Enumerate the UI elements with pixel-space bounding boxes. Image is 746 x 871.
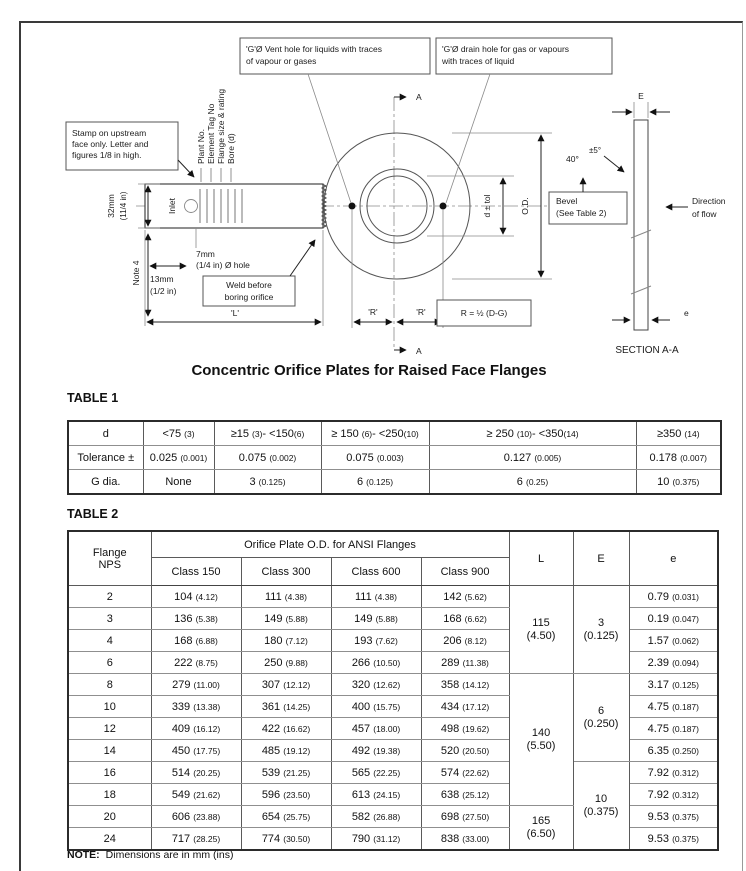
nps-cell: 12 — [68, 718, 151, 740]
dim-d-tol-label: d ± tol — [482, 194, 492, 218]
od-cell: 539 (21.25) — [241, 762, 331, 784]
note-line — [67, 849, 233, 861]
table1-cell: 0.025 (0.001) — [143, 446, 214, 470]
radius-formula-label: R = ½ (D-G) — [460, 308, 508, 318]
stamp-callout-line1: Stamp on upstream — [72, 128, 147, 138]
drain-callout-line1: 'G'Ø drain hole for gas or vapours — [442, 44, 570, 54]
od-cell: 361 (14.25) — [241, 696, 331, 718]
bore-label: Bore (d) — [226, 133, 236, 164]
od-cell: 520 (20.50) — [421, 740, 509, 762]
bevel-line1: Bevel — [556, 196, 578, 206]
nps-cell: 6 — [68, 652, 151, 674]
bevel-callout — [549, 146, 627, 224]
table1-cell: 0.178 (0.007) — [636, 446, 721, 470]
table1-row-d — [68, 421, 721, 446]
e-cell: 9.53 (0.375) — [629, 806, 718, 828]
note4-label: Note 4 — [131, 260, 141, 286]
od-cell: 222 (8.75) — [151, 652, 241, 674]
od-cell: 104 (4.12) — [151, 586, 241, 608]
dim-E-label: E — [638, 91, 644, 101]
angle-40-label: 40° — [566, 154, 579, 164]
col-header-od-span: Orifice Plate O.D. for ANSI Flanges — [151, 531, 509, 558]
section-aa-label: SECTION A-A — [615, 345, 679, 356]
od-cell: 142 (5.62) — [421, 586, 509, 608]
nps-cell: 14 — [68, 740, 151, 762]
dim-32mm-label: 32mm — [106, 194, 116, 218]
stamp-callout — [66, 122, 194, 177]
dim-R — [352, 210, 443, 328]
od-cell: 193 (7.62) — [331, 630, 421, 652]
col-header-class300: Class 300 — [241, 558, 331, 586]
table1-cell: ≥350 (14) — [636, 421, 721, 446]
od-cell: 774 (30.50) — [241, 828, 331, 851]
e-cell: 6.35 (0.250) — [629, 740, 718, 762]
plant-no-label: Plant No. — [196, 129, 206, 164]
table1-cell: None — [143, 470, 214, 495]
od-cell: 434 (17.12) — [421, 696, 509, 718]
od-cell: 717 (28.25) — [151, 828, 241, 851]
table1-cell: 10 (0.375) — [636, 470, 721, 495]
radius-formula-box — [437, 300, 531, 326]
od-cell: 565 (22.25) — [331, 762, 421, 784]
weld-callout-line2: boring orifice — [224, 292, 274, 302]
section-A-bottom-label: A — [416, 346, 422, 356]
table2 — [67, 530, 719, 851]
drain-hole-callout — [436, 38, 612, 203]
col-header-class600: Class 600 — [331, 558, 421, 586]
table1-cell: ≥ 250 (10)- <350(14) — [429, 421, 636, 446]
direction-line1: Direction — [692, 196, 726, 206]
E-group-cell: 3 (0.125) — [573, 586, 629, 674]
e-cell: 4.75 (0.187) — [629, 718, 718, 740]
table1-cell: 0.075 (0.003) — [321, 446, 429, 470]
technical-drawing — [0, 0, 746, 360]
nps-cell: 4 — [68, 630, 151, 652]
nps-cell: 18 — [68, 784, 151, 806]
od-cell: 596 (23.50) — [241, 784, 331, 806]
drain-hole-dot — [440, 203, 447, 210]
inlet-label: Inlet — [167, 197, 177, 215]
e-cell: 1.57 (0.062) — [629, 630, 718, 652]
dim-R-right-label: 'R' — [416, 307, 426, 317]
od-cell: 168 (6.62) — [421, 608, 509, 630]
table1-row-tolerance — [68, 446, 721, 470]
table1-cell: 6 (0.25) — [429, 470, 636, 495]
od-cell: 111 (4.38) — [331, 586, 421, 608]
dim-R-left-label: 'R' — [368, 307, 378, 317]
table1-cell: <75 (3) — [143, 421, 214, 446]
nps-cell: 8 — [68, 674, 151, 696]
od-cell: 498 (19.62) — [421, 718, 509, 740]
dim-13mm-label: 13mm — [150, 274, 174, 284]
vent-hole-dot — [349, 203, 356, 210]
e-cell: 7.92 (0.312) — [629, 784, 718, 806]
vent-callout-line2: of vapour or gases — [246, 56, 317, 66]
od-cell: 838 (33.00) — [421, 828, 509, 851]
table1-label-gdia: G dia. — [68, 470, 143, 495]
drain-callout-line2: with traces of liquid — [442, 56, 515, 66]
od-cell: 574 (22.62) — [421, 762, 509, 784]
table-row — [68, 674, 718, 696]
col-header-e: e — [629, 531, 718, 586]
od-cell: 422 (16.62) — [241, 718, 331, 740]
col-header-class150: Class 150 — [151, 558, 241, 586]
e-cell: 4.75 (0.187) — [629, 696, 718, 718]
L-group-cell: 115 (4.50) — [509, 586, 573, 674]
col-header-L: L — [509, 531, 573, 586]
stamp-callout-line3: figures 1/8 in high. — [72, 150, 142, 160]
od-cell: 514 (20.25) — [151, 762, 241, 784]
table2-heading: TABLE 2 — [67, 507, 119, 521]
nps-cell: 10 — [68, 696, 151, 718]
table1-row-gdia — [68, 470, 721, 495]
e-cell: 7.92 (0.312) — [629, 762, 718, 784]
od-cell: 136 (5.38) — [151, 608, 241, 630]
table-row — [68, 586, 718, 608]
od-cell: 168 (6.88) — [151, 630, 241, 652]
hole-7mm-label: 7mm — [196, 249, 215, 259]
col-header-E: E — [573, 531, 629, 586]
note-label: NOTE: — [67, 849, 100, 861]
od-cell: 266 (10.50) — [331, 652, 421, 674]
od-cell: 111 (4.38) — [241, 586, 331, 608]
bevel-line2: (See Table 2) — [556, 208, 607, 218]
weld-callout — [203, 240, 315, 306]
od-cell: 339 (13.38) — [151, 696, 241, 718]
od-cell: 549 (21.62) — [151, 784, 241, 806]
L-group-cell: 140 (5.50) — [509, 674, 573, 806]
e-cell: 2.39 (0.094) — [629, 652, 718, 674]
table1-cell: 3 (0.125) — [214, 470, 321, 495]
direction-of-flow — [666, 196, 726, 219]
od-cell: 149 (5.88) — [331, 608, 421, 630]
col-header-class900: Class 900 — [421, 558, 509, 586]
od-cell: 307 (12.12) — [241, 674, 331, 696]
orifice-plate-side-view — [145, 184, 326, 228]
dim-e-label: e — [684, 308, 689, 318]
od-cell: 606 (23.88) — [151, 806, 241, 828]
table1-cell: 0.127 (0.005) — [429, 446, 636, 470]
table2-header-row1 — [68, 531, 718, 558]
dim-32mm-inches: (11/4 in) — [119, 191, 128, 221]
table-row — [68, 762, 718, 784]
table1-heading: TABLE 1 — [67, 391, 119, 405]
od-cell: 654 (25.75) — [241, 806, 331, 828]
L-group-cell: 165 (6.50) — [509, 806, 573, 851]
e-cell: 3.17 (0.125) — [629, 674, 718, 696]
od-cell: 698 (27.50) — [421, 806, 509, 828]
od-cell: 457 (18.00) — [331, 718, 421, 740]
E-group-cell: 6 (0.250) — [573, 674, 629, 762]
od-cell: 409 (16.12) — [151, 718, 241, 740]
table1-cell: 0.075 (0.002) — [214, 446, 321, 470]
table1 — [67, 420, 722, 495]
nps-cell: 20 — [68, 806, 151, 828]
weld-callout-line1: Weld before — [226, 280, 272, 290]
table1-label-d: d — [68, 421, 143, 446]
table1-cell: 6 (0.125) — [321, 470, 429, 495]
od-cell: 638 (25.12) — [421, 784, 509, 806]
od-cell: 250 (9.88) — [241, 652, 331, 674]
od-cell: 279 (11.00) — [151, 674, 241, 696]
od-cell: 180 (7.12) — [241, 630, 331, 652]
dim-OD-label: O.D. — [520, 197, 530, 215]
od-cell: 358 (14.12) — [421, 674, 509, 696]
table1-label-tolerance: Tolerance ± — [68, 446, 143, 470]
od-cell: 450 (17.75) — [151, 740, 241, 762]
e-cell: 0.19 (0.047) — [629, 608, 718, 630]
od-cell: 492 (19.38) — [331, 740, 421, 762]
angle-tol-label: ±5° — [589, 146, 602, 155]
nps-cell: 2 — [68, 586, 151, 608]
table1-cell: ≥15 (3)- <150(6) — [214, 421, 321, 446]
E-group-cell: 10 (0.375) — [573, 762, 629, 851]
dim-13mm-inches: (1/2 in) — [150, 286, 177, 296]
col-header-flange-nps: Flange NPS — [68, 531, 151, 586]
element-tag-label: Element Tag No — [206, 103, 216, 164]
od-cell: 485 (19.12) — [241, 740, 331, 762]
od-cell: 320 (12.62) — [331, 674, 421, 696]
nps-cell: 3 — [68, 608, 151, 630]
direction-line2: of flow — [692, 209, 717, 219]
note-text: Dimensions are in mm (ins) — [105, 849, 234, 861]
nps-cell: 16 — [68, 762, 151, 784]
dim-L-label: 'L' — [231, 308, 239, 318]
od-cell: 400 (15.75) — [331, 696, 421, 718]
stamp-callout-line2: face only. Letter and — [72, 139, 149, 149]
od-cell: 206 (8.12) — [421, 630, 509, 652]
od-cell: 790 (31.12) — [331, 828, 421, 851]
flange-size-label: Flange size & rating — [216, 88, 226, 164]
vent-callout-line1: 'G'Ø Vent hole for liquids with traces — [246, 44, 383, 54]
vent-hole-callout — [240, 38, 430, 203]
od-cell: 582 (26.88) — [331, 806, 421, 828]
od-cell: 289 (11.38) — [421, 652, 509, 674]
drawing-title: Concentric Orifice Plates for Raised Face Flanges — [191, 362, 547, 379]
table1-cell: ≥ 150 (6)- <250(10) — [321, 421, 429, 446]
nps-cell: 24 — [68, 828, 151, 851]
dim-note4 — [131, 234, 148, 316]
section-A-top-label: A — [416, 92, 422, 102]
e-cell: 9.53 (0.375) — [629, 828, 718, 851]
od-cell: 149 (5.88) — [241, 608, 331, 630]
hole-7mm-inches: (1/4 in) Ø hole — [196, 260, 250, 270]
od-cell: 613 (24.15) — [331, 784, 421, 806]
stamp-content-labels — [196, 89, 236, 182]
e-cell: 0.79 (0.031) — [629, 586, 718, 608]
